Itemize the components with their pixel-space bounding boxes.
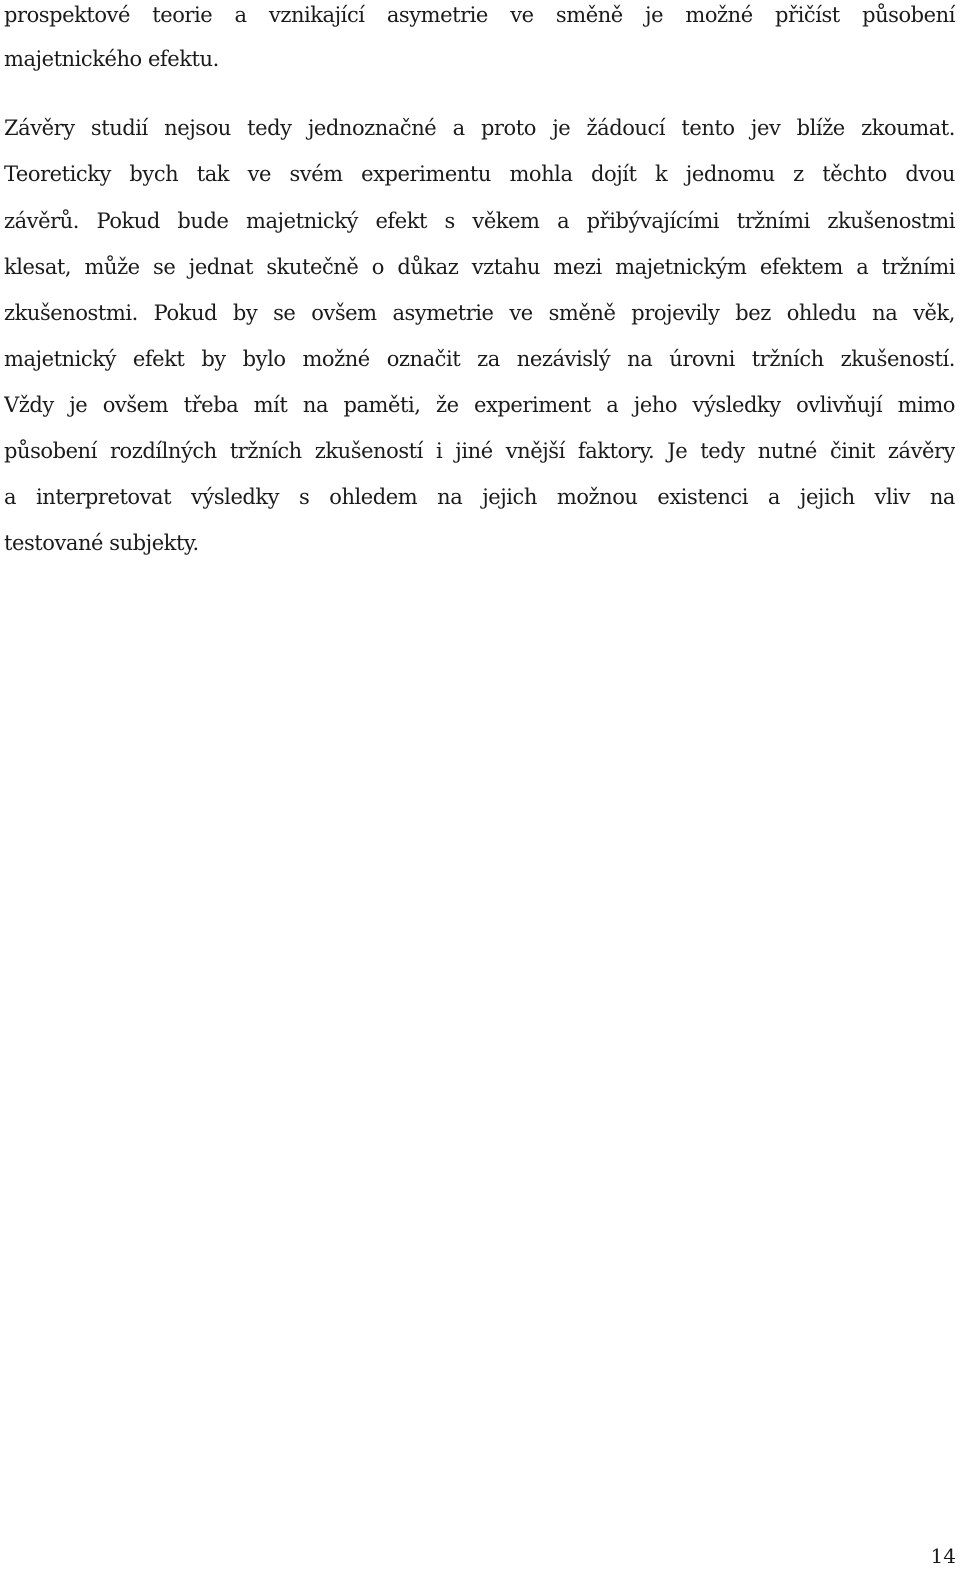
text-line: klesat, může se jednat skutečně o důkaz vztahu mezi majetnickým efektem a tržními bbox=[4, 255, 955, 279]
text-line: působení rozdílných tržních zkušeností i jiné vnější faktory. Je tedy nutné činit závěry bbox=[4, 439, 955, 463]
text-line: Závěry studií nejsou tedy jednoznačné a proto je žádoucí tento jev blíže zkoumat. bbox=[4, 116, 955, 140]
text-line: majetnický efekt by bylo možné označit za nezávislý na úrovni tržních zkušeností. bbox=[4, 347, 955, 371]
text-line: závěrů. Pokud bude majetnický efekt s věkem a přibývajícími tržními zkušenostmi bbox=[4, 209, 955, 233]
text-line: prospektové teorie a vznikající asymetrie ve směně je možné přičíst působení bbox=[4, 3, 955, 27]
page-number: 14 bbox=[930, 1544, 956, 1568]
text-line: Vždy je ovšem třeba mít na paměti, že experiment a jeho výsledky ovlivňují mimo bbox=[4, 393, 955, 417]
text-line: Teoreticky bych tak ve svém experimentu mohla dojít k jednomu z těchto dvou bbox=[4, 162, 955, 186]
text-line: a interpretovat výsledky s ohledem na jejich možnou existenci a jejich vliv na bbox=[4, 485, 955, 509]
text-line: testované subjekty. bbox=[4, 531, 199, 555]
text-line: zkušenostmi. Pokud by se ovšem asymetrie ve směně projevily bez ohledu na věk, bbox=[4, 301, 955, 325]
text-line: majetnického efektu. bbox=[4, 47, 219, 71]
